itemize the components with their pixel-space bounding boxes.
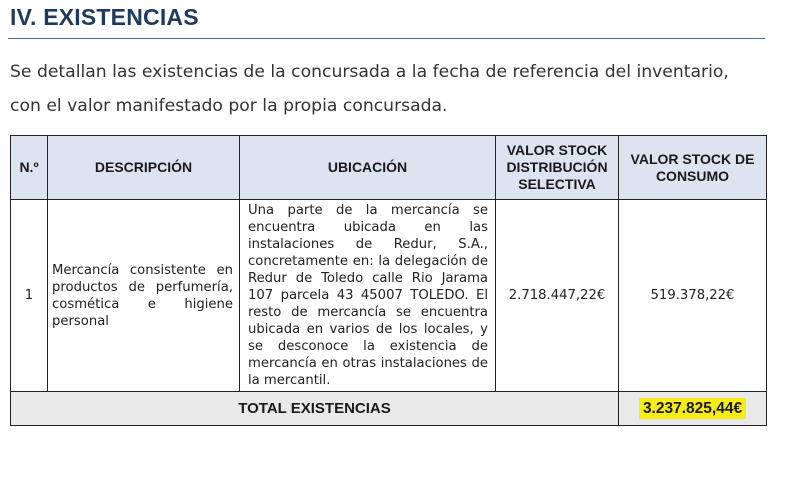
- header-description: DESCRIPCIÓN: [48, 136, 240, 200]
- intro-paragraph: [10, 55, 780, 123]
- row-description: Mercancía consistente en productos de perfumería, cosmética e higiene personal: [48, 200, 240, 392]
- row-location: Una parte de la mercancía se encuentra ubicada en las instalaciones de Redur, S.A., concretamente en: la delegación de Redur de Toledo calle Rio Jarama 107 parcela 43 45007 TOLEDO. El resto de mercancía se encuentra ubicada en varios de los locales, y se desconoce la existencia de mercancía en otras instalaciones de la mercantil.: [240, 200, 496, 392]
- table-header-row: [11, 136, 767, 200]
- table-row: [11, 200, 767, 392]
- row-consumer-value: 519.378,22€: [619, 200, 767, 392]
- intro-line-1: Se detallan las existencias de la concursada a la fecha de referencia del inventario,: [10, 62, 729, 82]
- header-number: N.º: [11, 136, 48, 200]
- total-value: 3.237.825,44€: [639, 398, 746, 419]
- row-number: 1: [11, 200, 48, 392]
- total-label: TOTAL EXISTENCIAS: [11, 392, 619, 426]
- total-value-cell: [619, 392, 767, 426]
- header-consumer-value: VALOR STOCK DE CONSUMO: [619, 136, 767, 200]
- header-selective-value: VALOR STOCK DISTRIBUCIÓN SELECTIVA: [496, 136, 619, 200]
- section-heading: IV. EXISTENCIAS: [10, 4, 199, 30]
- header-location: UBICACIÓN: [240, 136, 496, 200]
- row-selective-value: 2.718.447,22€: [496, 200, 619, 392]
- intro-line-2: con el valor manifestado por la propia concursada.: [10, 96, 448, 116]
- inventory-table: [10, 135, 767, 426]
- heading-divider: [8, 38, 765, 39]
- total-row: [11, 392, 767, 426]
